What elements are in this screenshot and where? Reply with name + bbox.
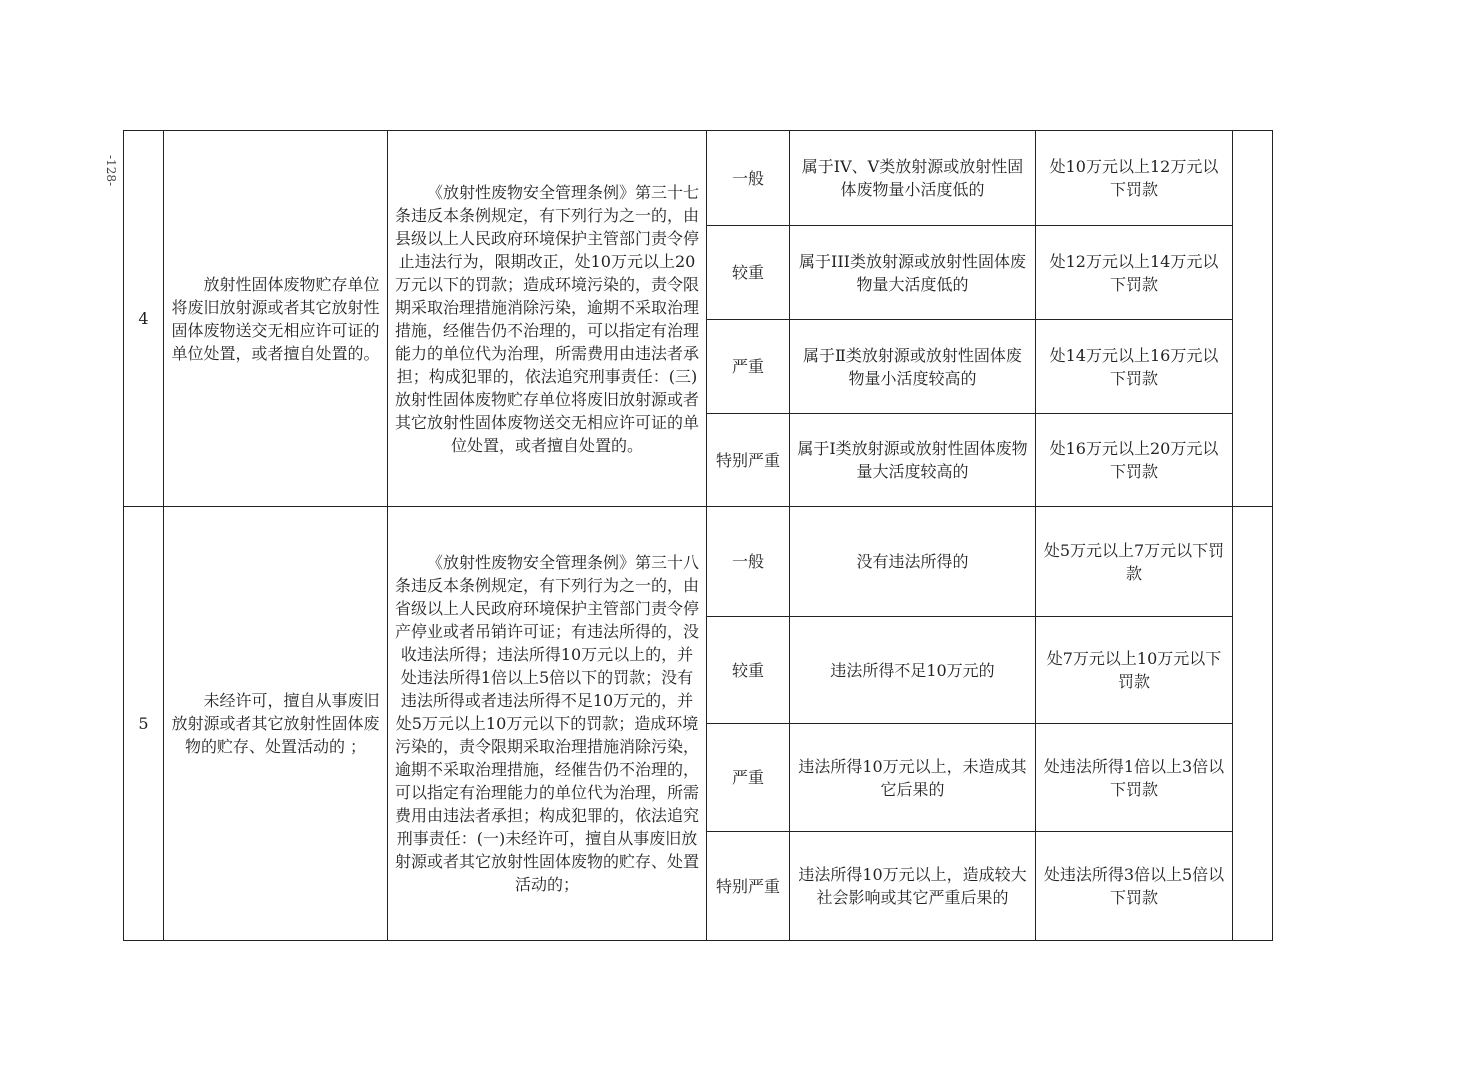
- penalty-cell: 处12万元以上14万元以下罚款: [1036, 226, 1233, 320]
- penalty-cell: 处10万元以上12万元以下罚款: [1036, 131, 1233, 226]
- legal-basis: 《放射性废物安全管理条例》第三十七条违反本条例规定，有下列行为之一的，由县级以上人民政府环境保护主管部门责令停止违法行为，限期改正，处10万元以上20万元以下的罚款；造成环境污染的，责令限期采取治理措施消除污染，逾期不采取治理措施，经催告仍不治理的，可以指定有治理能力的单位代为治理，所需费用由违法者承担；构成犯罪的，依法追究刑事责任：(三)放射性固体废物贮存单位将废旧放射源或者其它放射性固体废物送交无相应许可证的单位处置，或者擅自处置的。: [388, 131, 707, 507]
- penalty-cell: 处5万元以上7万元以下罚款: [1036, 507, 1233, 617]
- condition-cell: 违法所得10万元以上，未造成其它后果的: [790, 724, 1036, 832]
- level-cell: 较重: [707, 226, 790, 320]
- item-number: 4: [124, 131, 164, 507]
- level-cell: 特别严重: [707, 832, 790, 941]
- level-cell: 严重: [707, 724, 790, 832]
- penalty-cell: 处违法所得1倍以上3倍以下罚款: [1036, 724, 1233, 832]
- penalty-cell: 处违法所得3倍以上5倍以下罚款: [1036, 832, 1233, 941]
- condition-cell: 属于Ⅱ类放射源或放射性固体废物量小活度较高的: [790, 320, 1036, 414]
- level-cell: 特别严重: [707, 414, 790, 507]
- level-cell: 一般: [707, 131, 790, 226]
- condition-cell: 违法所得10万元以上，造成较大社会影响或其它严重后果的: [790, 832, 1036, 941]
- legal-basis: 《放射性废物安全管理条例》第三十八条违反本条例规定，有下列行为之一的，由省级以上人民政府环境保护主管部门责令停产停业或者吊销许可证；有违法所得的，没收违法所得；违法所得10万元以上的，并处违法所得1倍以上5倍以下的罚款；没有违法所得或者违法所得不足10万元的，并处5万元以上10万元以下的罚款；造成环境污染的，责令限期采取治理措施消除污染，逾期不采取治理措施，经催告仍不治理的，可以指定有治理能力的单位代为治理，所需费用由违法者承担；构成犯罪的，依法追究刑事责任：(一)未经许可，擅自从事废旧放射源或者其它放射性固体废物的贮存、处置活动的；: [388, 507, 707, 941]
- page-number: -128-: [104, 155, 118, 187]
- penalty-cell: 处16万元以上20万元以下罚款: [1036, 414, 1233, 507]
- remarks-cell: [1233, 131, 1273, 507]
- violation-description: 放射性固体废物贮存单位将废旧放射源或者其它放射性固体废物送交无相应许可证的单位处置，或者擅自处置的。: [164, 131, 388, 507]
- violation-description: 未经许可，擅自从事废旧放射源或者其它放射性固体废物的贮存、处置活动的 ；: [164, 507, 388, 941]
- penalty-cell: 处14万元以上16万元以下罚款: [1036, 320, 1233, 414]
- condition-cell: 没有违法所得的: [790, 507, 1036, 617]
- level-cell: 一般: [707, 507, 790, 617]
- condition-cell: 违法所得不足10万元的: [790, 617, 1036, 724]
- level-cell: 较重: [707, 617, 790, 724]
- condition-cell: 属于IV、V类放射源或放射性固体废物量小活度低的: [790, 131, 1036, 226]
- condition-cell: 属于III类放射源或放射性固体废物量大活度低的: [790, 226, 1036, 320]
- item-number: 5: [124, 507, 164, 941]
- condition-cell: 属于I类放射源或放射性固体废物量大活度较高的: [790, 414, 1036, 507]
- table-row: [124, 507, 1273, 617]
- remarks-cell: [1233, 507, 1273, 941]
- penalty-standards-table: [123, 130, 1273, 941]
- penalty-cell: 处7万元以上10万元以下罚款: [1036, 617, 1233, 724]
- level-cell: 严重: [707, 320, 790, 414]
- table-row: [124, 131, 1273, 226]
